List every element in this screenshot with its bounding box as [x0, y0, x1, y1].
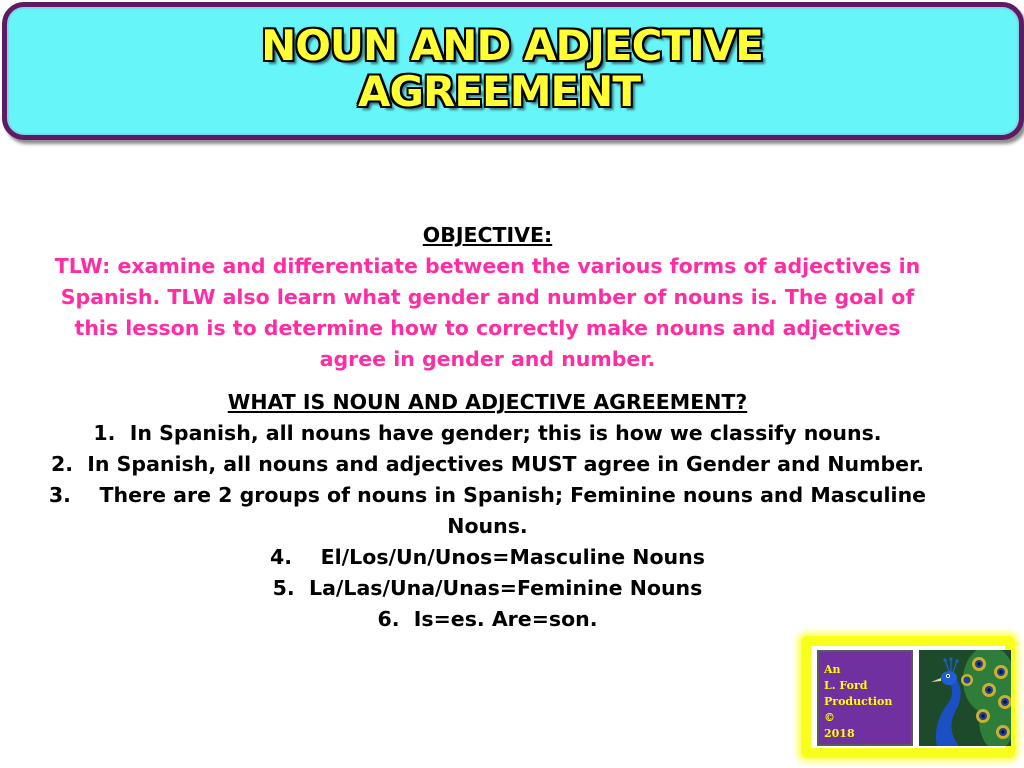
production-badge [801, 636, 1015, 758]
list-item-number: 4. [270, 545, 293, 569]
objective-line-4: agree in gender and number. [319, 347, 656, 371]
objective-heading: OBJECTIVE: [422, 223, 553, 247]
agreement-heading: WHAT IS NOUN AND ADJECTIVE AGREEMENT? [227, 390, 748, 414]
list-item [0, 542, 975, 573]
badge-line-4: © [824, 711, 835, 724]
list-item [0, 449, 975, 480]
list-item [0, 511, 975, 542]
list-item-text: El/Los/Un/Unos=Masculine Nouns [320, 545, 705, 569]
title-line-2: AGREEMENT [358, 67, 640, 116]
title-line-1: NOUN AND ADJECTIVE [261, 21, 763, 70]
list-item-number: 1. [93, 421, 116, 445]
badge-line-3: Production [824, 695, 893, 708]
list-item [0, 418, 975, 449]
slide-title [0, 23, 1024, 115]
peacock-image [919, 650, 1011, 746]
objective-line-2: Spanish. TLW also learn what gender and number of nouns is. The goal of [60, 285, 915, 309]
objective-line-3: this lesson is to determine how to correctly make nouns and adjectives [74, 316, 901, 340]
badge-line-5: 2018 [824, 727, 855, 740]
badge-line-2: L. Ford [824, 679, 868, 692]
list-item [0, 573, 975, 604]
list-item-number: 5. [272, 576, 295, 600]
badge-line-1: An [824, 663, 841, 676]
list-item-text: In Spanish, all nouns have gender; this is how we classify nouns. [129, 421, 882, 445]
badge-label [817, 650, 913, 746]
slide-body [0, 220, 975, 635]
list-item-text: Is=es. Are=son. [413, 607, 598, 631]
list-item [0, 480, 975, 511]
list-item-number: 6. [377, 607, 400, 631]
list-item-text: In Spanish, all nouns and adjectives MUST agree in Gender and Number. [87, 452, 925, 476]
list-item [0, 604, 975, 635]
list-item-text: La/Las/Una/Unas=Feminine Nouns [309, 576, 703, 600]
list-item-text: Nouns. [447, 514, 528, 538]
agreement-list [0, 418, 975, 635]
list-item-number: 2. [50, 452, 73, 476]
badge-frame [811, 646, 1005, 748]
objective-line-1: TLW: examine and differentiate between the various forms of adjectives in [54, 254, 921, 278]
list-item-number: 3. [48, 483, 71, 507]
list-item-text: There are 2 groups of nouns in Spanish; Feminine nouns and Masculine [99, 483, 927, 507]
